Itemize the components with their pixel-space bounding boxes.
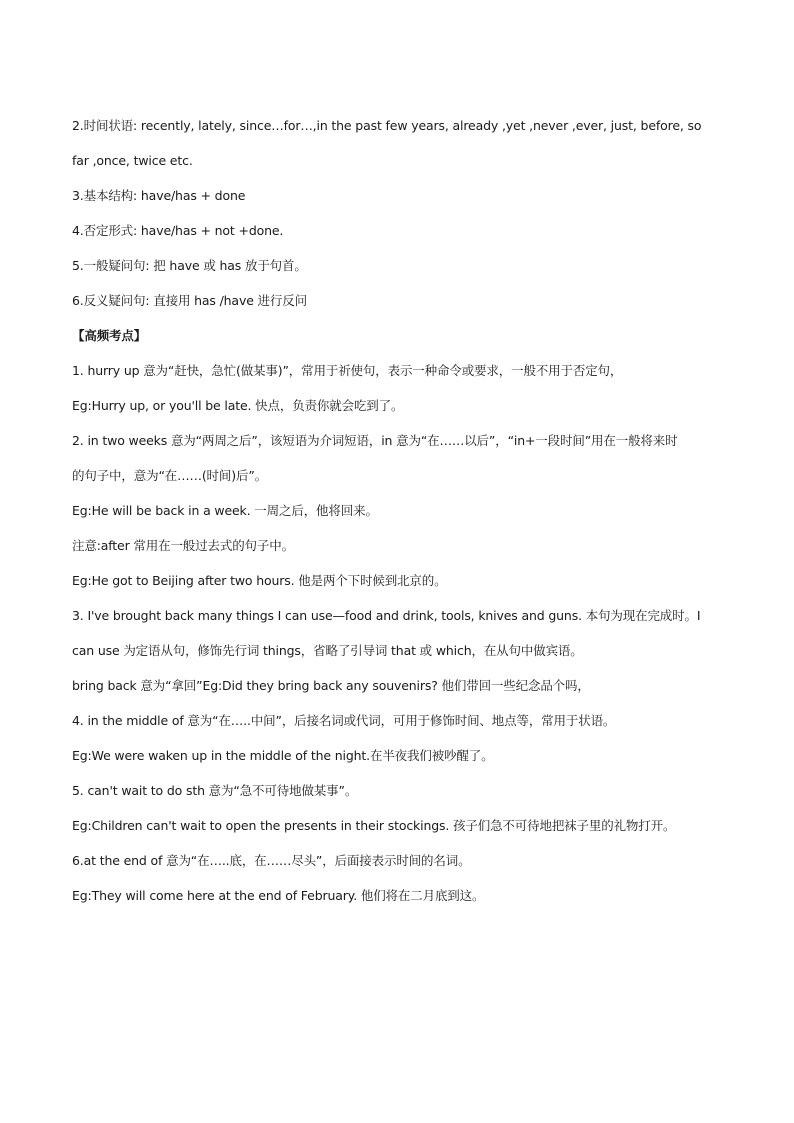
text-line-point-5-example: Eg:Children can't wait to open the presents in their stockings. 孩子们急不可待地把袜子里的礼物打开。 xyxy=(72,818,676,833)
text-line-point-3-cont: can use 为定语从句，修饰先行词 things，省略了引导词 that 或 which，在从句中做宾语。 xyxy=(72,643,583,658)
text-line-point-3: 3. I've brought back many things I can use—food and drink, tools, knives and guns. 本句为现在完成时。I xyxy=(72,608,701,623)
text-line-point-6: 6.at the end of 意为“在…..底，在……尽头”，后面接表示时间的名词。 xyxy=(72,853,471,868)
text-line-tag-question: 6.反义疑问句: 直接用 has /have 进行反问 xyxy=(72,293,307,308)
text-line-point-2-note-example: Eg:He got to Beijing after two hours. 他是两个下时候到北京的。 xyxy=(72,573,447,588)
document-page xyxy=(72,108,724,913)
text-line-point-6-example: Eg:They will come here at the end of February. 他们将在二月底到这。 xyxy=(72,888,485,903)
text-line-point-3-example: bring back 意为“拿回”Eg:Did they bring back any souvenirs? 他们带回一些纪念品个吗， xyxy=(72,678,590,693)
text-line-point-2-example: Eg:He will be back in a week. 一周之后，他将回来。 xyxy=(72,503,378,518)
text-line-point-4: 4. in the middle of 意为“在…..中间”，后接名词或代词，可用于修饰时间、地点等，常用于状语。 xyxy=(72,713,616,728)
text-line-time-adverbials-cont: far ,once, twice etc. xyxy=(72,153,193,168)
text-line-point-1-example: Eg:Hurry up, or you'll be late. 快点，负责你就会吃到了。 xyxy=(72,398,404,413)
text-line-negative-form: 4.否定形式: have/has + not +done. xyxy=(72,223,284,238)
text-line-general-question: 5.一般疑问句: 把 have 或 has 放于句首。 xyxy=(72,258,307,273)
text-line-point-5: 5. can't wait to do sth 意为“急不可待地做某事”。 xyxy=(72,783,358,798)
section-heading-key-points: 【高频考点】 xyxy=(72,328,147,343)
text-line-point-1: 1. hurry up 意为“赶快，急忙(做某事)”，常用于祈使句，表示一种命令或要求，一般不用于否定句， xyxy=(72,363,623,378)
text-line-basic-structure: 3.基本结构: have/has + done xyxy=(72,188,246,203)
text-line-time-adverbials: 2.时间状语: recently, lately, since…for…,in the past few years, already ,yet ,never ,ever, just, before, so xyxy=(72,118,702,133)
text-line-point-2-note: 注意:after 常用在一般过去式的句子中。 xyxy=(72,538,294,553)
text-line-point-2-cont: 的句子中，意为“在……(时间)后”。 xyxy=(72,468,268,483)
text-line-point-4-example: Eg:We were waken up in the middle of the night.在半夜我们被吵醒了。 xyxy=(72,748,494,763)
text-line-point-2: 2. in two weeks 意为“两周之后”，该短语为介词短语，in 意为“在……以后”，“in+一段时间”用在一般将来时 xyxy=(72,433,678,448)
